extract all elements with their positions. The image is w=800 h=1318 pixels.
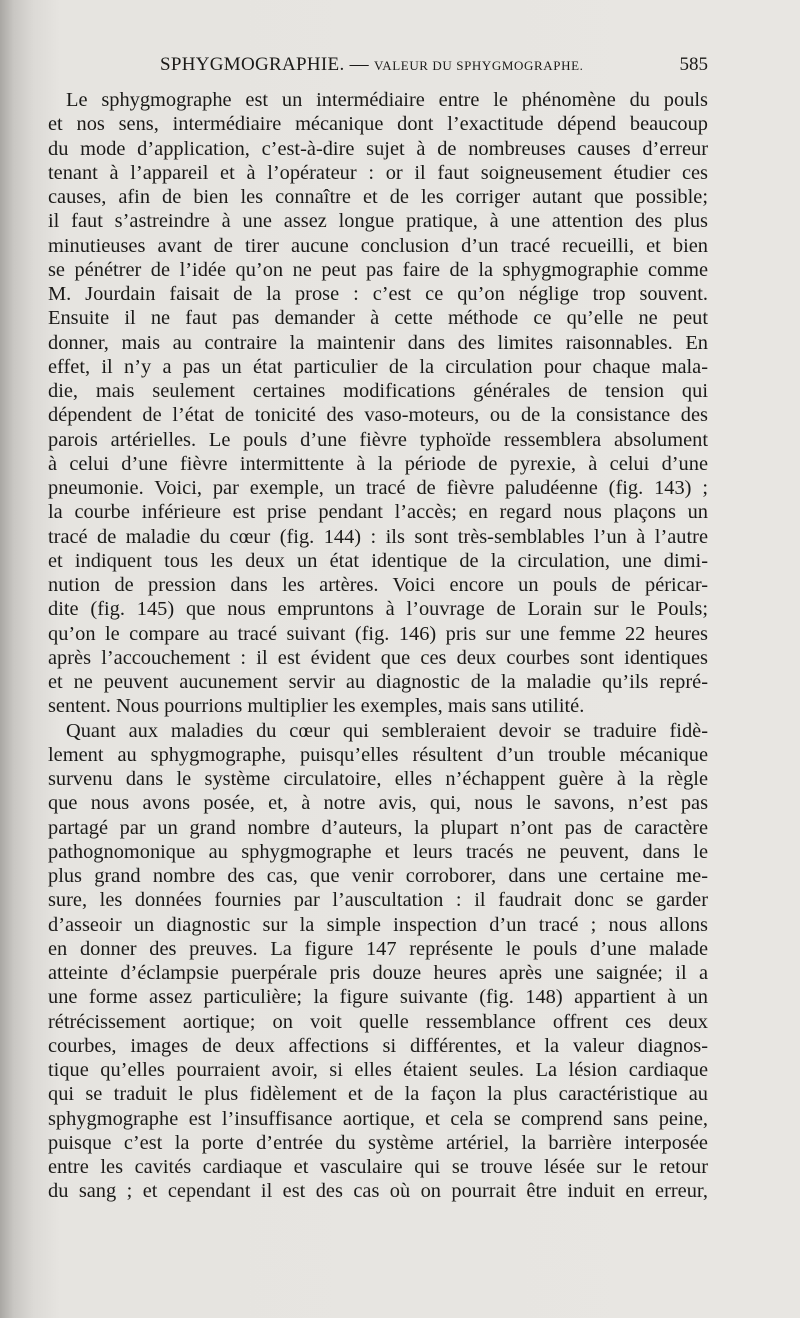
- text-line: Ensuite il ne faut pas demander à cette méthode ce qu’elle ne peut: [48, 307, 708, 330]
- running-header: [48, 54, 708, 84]
- text-line: lement au sphygmographe, puisqu’elles résultent d’un trouble mécanique: [48, 743, 708, 766]
- body-text: [48, 88, 708, 1204]
- text-line: Quant aux maladies du cœur qui sembleraient devoir se traduire fidè-: [66, 719, 708, 742]
- text-line: Le sphygmographe est un intermédiaire entre le phénomène du pouls: [66, 89, 708, 111]
- header-dash: —: [349, 54, 369, 75]
- text-line: rétrécissement aortique; on voit quelle ressemblance offrent ces deux: [48, 1010, 708, 1033]
- text-line: plus grand nombre des cas, que venir corroborer, dans une certaine me-: [48, 865, 708, 887]
- text-line: il faut s’astreindre à une assez longue pratique, à une attention des plus: [48, 210, 708, 233]
- text-line: à celui d’une fièvre intermittente à la période de pyrexie, à celui d’une: [48, 452, 708, 475]
- text-line: nution de pression dans les artères. Voici encore un pouls de péricar-: [48, 574, 708, 596]
- text-line: tracé de maladie du cœur (fig. 144) : ils sont très-semblables l’un à l’autre: [48, 525, 708, 548]
- text-line: partagé par un grand nombre d’auteurs, la plupart n’ont pas de caractère: [48, 816, 708, 839]
- header-title: SPHYGMOGRAPHIE.: [160, 54, 345, 75]
- text-line: pathognomonique au sphygmographe et leurs tracés ne peuvent, dans le: [48, 840, 708, 863]
- text-line: après l’accouchement : il est évident que ces deux courbes sont identiques: [48, 646, 708, 669]
- text-line: qu’on le compare au tracé suivant (fig. 146) pris sur une femme 22 heures: [48, 622, 708, 645]
- text-line: sphygmographe est l’insuffisance aortique, et cela se comprend sans peine,: [48, 1107, 708, 1130]
- header-subtitle: VALEUR DU SPHYGMOGRAPHE.: [373, 58, 584, 73]
- text-line: courbes, images de deux affections si différentes, et la valeur diagnos-: [48, 1034, 708, 1057]
- text-line: parois artérielles. Le pouls d’une fièvre typhoïde ressemblera absolument: [48, 428, 708, 451]
- text-line: dite (fig. 145) que nous empruntons à l’ouvrage de Lorain sur le Pouls;: [48, 598, 708, 621]
- running-title: [160, 54, 583, 76]
- text-line: puisque c’est la porte d’entrée du système artériel, la barrière interposée: [48, 1131, 708, 1154]
- text-line: et ne peuvent aucunement servir au diagnostic de la maladie qu’ils repré-: [48, 671, 708, 693]
- page-number: 585: [679, 54, 708, 75]
- text-line: que nous avons posée, et, à notre avis, qui, nous le savons, n’est pas: [48, 792, 708, 815]
- text-line: tique qu’elles pourraient avoir, si elles étaient seules. La lésion cardiaque: [48, 1059, 708, 1081]
- text-line: sure, les données fournies par l’auscultation : il faudrait donc se garder: [48, 889, 708, 912]
- text-line: une forme assez particulière; la figure suivante (fig. 148) appartient à un: [48, 986, 708, 1009]
- text-line: donner, mais au contraire la maintenir dans des limites raisonnables. En: [48, 331, 708, 354]
- text-line: tenant à l’appareil et à l’opérateur : or il faut soigneusement étudier ces: [48, 161, 708, 184]
- text-line: et indiquent tous les deux un état identique de la circulation, une dimi-: [48, 549, 708, 572]
- text-line: atteinte d’éclampsie puerpérale pris douze heures après une saignée; il a: [48, 962, 708, 984]
- text-line: la courbe inférieure est prise pendant l’accès; en regard nous plaçons un: [48, 501, 708, 524]
- text-line: qui se traduit le plus fidèlement et de la façon la plus caractéristique au: [48, 1083, 708, 1106]
- text-line: M. Jourdain faisait de la prose : c’est ce qu’on néglige trop souvent.: [48, 283, 708, 305]
- text-line: d’asseoir un diagnostic sur la simple inspection d’un tracé ; nous allons: [48, 913, 708, 936]
- text-line: et nos sens, intermédiaire mécanique dont l’exactitude dépend beaucoup: [48, 113, 708, 136]
- text-line: survenu dans le système circulatoire, elles n’échappent guère à la règle: [48, 768, 708, 790]
- text-line: du sang ; et cependant il est des cas où on pourrait être induit en erreur,: [48, 1180, 708, 1203]
- text-line: pneumonie. Voici, par exemple, un tracé de fièvre paludéenne (fig. 143) ;: [48, 477, 708, 499]
- text-line: en donner des preuves. La figure 147 représente le pouls d’une malade: [48, 937, 708, 960]
- text-line: sentent. Nous pourrions multiplier les exemples, mais sans utilité.: [48, 695, 585, 718]
- text-line: du mode d’application, c’est-à-dire sujet à de nombreuses causes d’erreur: [48, 137, 708, 160]
- text-line: entre les cavités cardiaque et vasculaire qui se trouve lésée sur le retour: [48, 1156, 708, 1178]
- text-line: causes, afin de bien les connaître et de les corriger autant que possible;: [48, 186, 708, 208]
- text-line: effet, il n’y a pas un état particulier de la circulation pour chaque mala-: [48, 355, 708, 378]
- text-line: minutieuses avant de tirer aucune conclusion d’un tracé recueilli, et bien: [48, 234, 708, 257]
- text-line: se pénétrer de l’idée qu’on ne peut pas faire de la sphygmographie comme: [48, 258, 708, 281]
- text-line: dépendent de l’état de tonicité des vaso-moteurs, ou de la consistance des: [48, 404, 708, 427]
- text-line: die, mais seulement certaines modifications générales de tension qui: [48, 380, 708, 402]
